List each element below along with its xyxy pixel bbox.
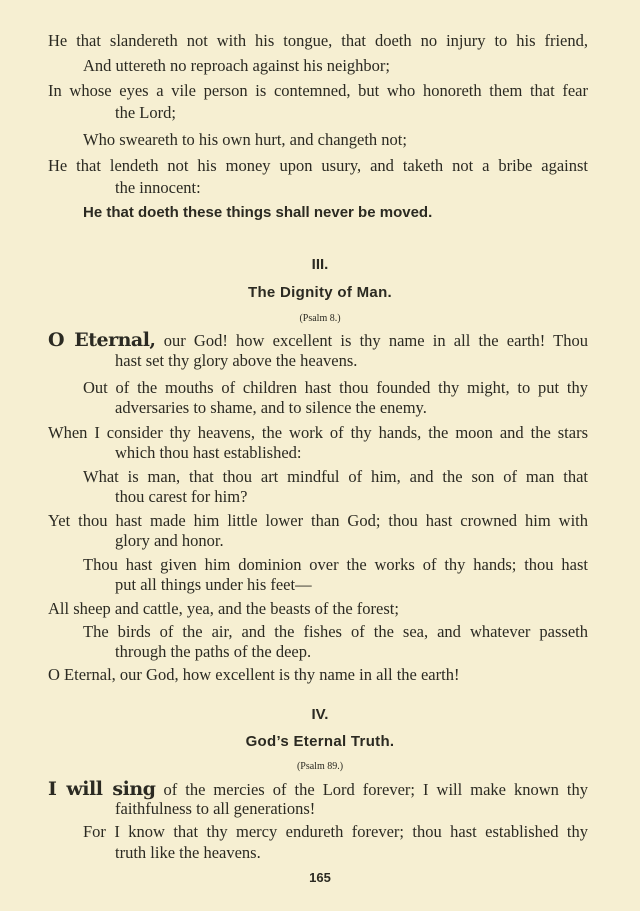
verse-line: Who sweareth to his own hurt, and changeth not;	[83, 130, 407, 149]
verse-line: through the paths of the deep.	[115, 642, 312, 661]
section-number: III.	[311, 256, 329, 273]
drop-cap: O Eternal,	[48, 329, 156, 351]
verse-line: He that slandereth not with his tongue, that doeth no injury to his friend,	[48, 31, 588, 50]
verse-line: truth like the heavens.	[115, 843, 261, 862]
verse-line: Out of the mouths of children hast thou founded thy might, to put thy	[83, 378, 588, 397]
verse-line: adversaries to shame, and to silence the enemy.	[115, 398, 427, 417]
verse-line: In whose eyes a vile person is contemned, but who honoreth them that fear	[48, 81, 588, 100]
verse-line	[48, 330, 588, 350]
verse-line: For I know that thy mercy endureth forever; thou hast established thy	[83, 822, 588, 841]
section-number: IV.	[311, 706, 329, 723]
section-title: The Dignity of Man.	[247, 284, 393, 301]
verse-line: The birds of the air, and the fishes of the sea, and whatever passeth	[83, 622, 588, 641]
verse-text: of the mercies of the Lord forever; I will make known thy	[163, 780, 589, 799]
verse-line: glory and honor.	[115, 531, 224, 550]
verse-line: Yet thou hast made him little lower than God; thou hast crowned him with	[48, 511, 588, 530]
verse-line: hast set thy glory above the heavens.	[115, 351, 358, 370]
verse-line: He that doeth these things shall never be moved.	[83, 204, 433, 221]
psalm-reference: (Psalm 89.)	[296, 761, 344, 772]
drop-cap: I will sing	[48, 778, 156, 800]
verse-line: which thou hast established:	[115, 443, 302, 462]
verse-line: the innocent:	[115, 178, 201, 197]
page-number: 165	[309, 870, 331, 885]
verse-line: O Eternal, our God, how excellent is thy name in all the earth!	[48, 665, 460, 684]
section-title: God’s Eternal Truth.	[245, 733, 395, 750]
verse-text: our God! how excellent is thy name in all the earth! Thou	[163, 331, 588, 350]
verse-line: faithfulness to all generations!	[115, 799, 316, 818]
verse-line: put all things under his feet—	[115, 575, 312, 594]
verse-line: the Lord;	[115, 103, 176, 122]
verse-line: All sheep and cattle, yea, and the beasts of the forest;	[48, 599, 399, 618]
verse-line: When I consider thy heavens, the work of thy hands, the moon and the stars	[48, 423, 588, 442]
verse-line: What is man, that thou art mindful of him, and the son of man that	[83, 467, 588, 486]
verse-line: Thou hast given him dominion over the works of thy hands; thou hast	[83, 555, 588, 574]
verse-line: thou carest for him?	[115, 487, 248, 506]
psalm-reference: (Psalm 8.)	[299, 313, 341, 324]
verse-line	[48, 779, 588, 799]
verse-line: He that lendeth not his money upon usury, and taketh not a bribe against	[48, 156, 588, 175]
verse-line: And uttereth no reproach against his neighbor;	[83, 56, 390, 75]
